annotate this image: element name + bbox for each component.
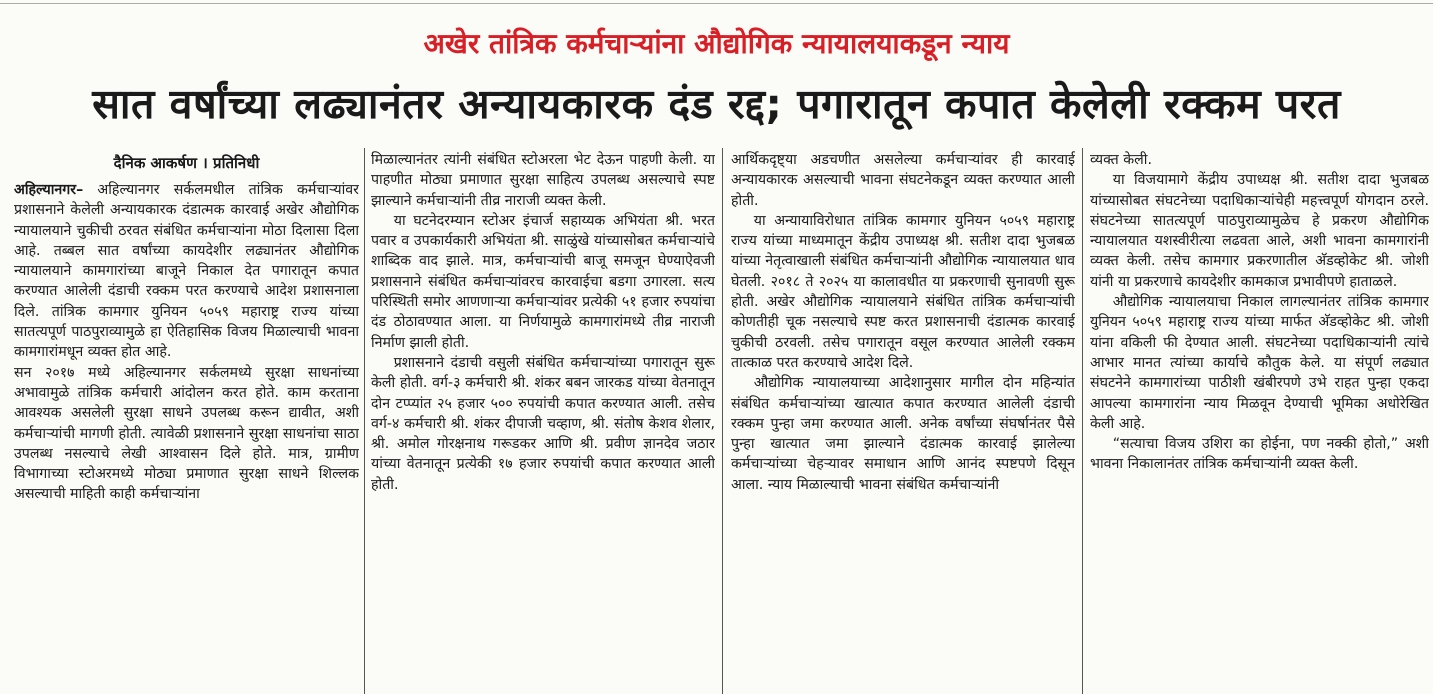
paragraph: औद्योगिक न्यायालयाचा निकाल लागल्यानंतर तांत्रिक कामगार युनियन ५०५९ महाराष्ट्र राज्य यांच्या मार्फत अ‍ॅडव्होकेट श्री. जोशी यांना वकिली फी देण्यात आली. संघटनेच्या पदाधिकाऱ्यांनी त्यांचे आभार मानत त्यांच्या कार्याचे कौतुक केले. या संपूर्ण लढ्यात संघटनेने कामगारांच्या पाठीशी खंबीरपणे उभे राहत पुन्हा एकदा आपल्या कामगारांना न्याय मिळवून देण्याची भूमिका अधोरेखित केली आहे. [1090,294,1429,432]
paragraph-text: अहिल्यानगर सर्कलमधील तांत्रिक कर्मचाऱ्यांवर प्रशासनाने केलेली अन्यायकारक दंडात्मक कारवाई अखेर औद्योगिक न्यायालयाने चुकीची ठरवत संबंधित कर्मचाऱ्यांना मोठा दिलासा दिला आहे. तब्बल सात वर्षांच्या कायदेशीर लढ्यानंतर औद्योगिक न्यायालयाने कामगारांच्या बाजूने निकाल देत पगारातून कपात करण्यात आलेली दंडाची रक्कम परत करण्याचे आदेश प्रशासनाला दिले. तांत्रिक कामगार युनियन ५०५९ महाराष्ट्र राज्य यांच्या सातत्यपूर्ण पाठपुराव्यामुळे हा ऐतिहासिक विजय मिळाल्याची भावना कामगारांमधून व्यक्त होत आहे. [14,182,359,361]
article-column-3 [731,150,1075,694]
paragraph: मिळाल्यानंतर त्यांनी संबंधित स्टोअरला भेट देऊन पाहणी केली. या पाहणीत मोठ्या प्रमाणात सुरक्षा साहित्य उपलब्ध असल्याचे स्पष्ट झाल्याने कर्मचाऱ्यांनी तीव्र नाराजी व्यक्त केली. [371,152,715,209]
column-divider [364,148,365,694]
paragraph: औद्योगिक न्यायालयाच्या आदेशानुसार मागील दोन महिन्यांत संबंधित कर्मचाऱ्यांच्या खात्यात कपात करण्यात आलेली दंडाची रक्कम पुन्हा जमा करण्यात आली. अनेक वर्षांच्या संघर्षानंतर पैसे पुन्हा खात्यात जमा झाल्याने दंडात्मक कारवाई झालेल्या कर्मचाऱ्यांच्या चेहऱ्यावर समाधान आणि आनंद स्पष्टपणे दिसून आला. न्याय मिळाल्याची भावना संबंधित कर्मचाऱ्यांनी [731,375,1075,493]
column-divider [722,148,723,694]
paragraph [14,180,359,363]
top-rule [0,3,1433,4]
main-headline: सात वर्षांच्या लढ्यानंतर अन्यायकारक दंड रद्द; पगारातून कपात केलेली रक्कम परत [92,80,1341,128]
paragraph: प्रशासनाने दंडाची वसुली संबंधित कर्मचाऱ्यांच्या पगारातून सुरू केली होती. वर्ग-३ कर्मचारी श्री. शंकर बबन जारकड यांच्या वेतनातून दोन टप्प्यांत २५ हजार ५०० रुपयांची कपात करण्यात आली. तसेच वर्ग-४ कर्मचारी श्री. शंकर दीपाजी चव्हाण, श्री. संतोष केशव शेलार, श्री. अमोल गोरक्षनाथ गरूडकर आणि श्री. प्रवीण ज्ञानदेव जठार यांच्या वेतनातून प्रत्येकी १७ हजार रुपयांची कपात करण्यात आली होती. [371,354,715,493]
column-divider [1082,148,1083,694]
paragraph: व्यक्त केली. [1090,152,1152,168]
dateline: अहिल्यानगर– [14,182,84,198]
article-column-4 [1090,150,1429,694]
paragraph: आर्थिकदृष्ट्या अडचणीत असलेल्या कर्मचाऱ्यांवर ही कारवाई अन्यायकारक असल्याची भावना संघटनेकडून व्यक्त करण्यात आली होती. [731,152,1075,209]
paragraph: या अन्यायाविरोधात तांत्रिक कामगार युनियन ५०५९ महाराष्ट्र राज्य यांच्या माध्यमातून केंद्रीय उपाध्यक्ष श्री. सतीश दादा भुजबळ यांच्या नेतृत्वाखाली संबंधित कर्मचाऱ्यांनी औद्योगिक न्यायालयात धाव घेतली. २०१८ ते २०२५ या कालावधीत या प्रकरणाची सुनावणी सुरू होती. अखेर औद्योगिक न्यायालयाने संबंधित तांत्रिक कर्मचाऱ्यांची कोणतीही चूक नसल्याचे स्पष्ट करत प्रशासनाची दंडात्मक कारवाई चुकीची ठरवली. तसेच पगारातून वसूल करण्यात आलेली रक्कम तात्काळ परत करण्याचे आदेश दिले. [731,212,1075,371]
quote-paragraph: “सत्याचा विजय उशिरा का होईना, पण नक्की होतो,” अशी भावना निकालानंतर तांत्रिक कर्मचाऱ्यांनी व्यक्त केली. [1090,436,1429,473]
byline: दैनिक आकर्षण । प्रतिनिधी [113,154,260,172]
paragraph: सन २०१७ मध्ये अहिल्यानगर सर्कलमध्ये सुरक्षा साधनांच्या अभावामुळे तांत्रिक कर्मचारी आंदोलन करत होते. काम करताना आवश्यक असलेली सुरक्षा साधने उपलब्ध करून द्यावीत, अशी कर्मचाऱ्यांची मागणी होती. त्यावेळी प्रशासनाने सुरक्षा साधनांचा साठा उपलब्ध नसल्याचे लेखी आश्वासन दिले होते. मात्र, ग्रामीण विभागाच्या स्टोअरमध्ये मोठ्या प्रमाणात सुरक्षा साधने शिल्लक असल्याची माहिती काही कर्मचाऱ्यांना [14,364,359,503]
article-column-1 [14,150,359,694]
paragraph: या विजयामागे केंद्रीय उपाध्यक्ष श्री. सतीश दादा भुजबळ यांच्यासोबत संघटनेच्या पदाधिकाऱ्यांचेही महत्त्वपूर्ण योगदान ठरले. संघटनेच्या सातत्यपूर्ण पाठपुराव्यामुळेच हे प्रकरण औद्योगिक न्यायालयात यशस्वीरीत्या लढवता आले, अशी भावना कामगारांनी व्यक्त केली. तसेच कामगार प्रकरणातील अ‍ॅडव्होकेट श्री. जोशी यांनी या प्रकरणाचे कायदेशीर कामकाज प्रभावीपणे हाताळले. [1090,172,1429,290]
paragraph: या घटनेदरम्यान स्टोअर इंचार्ज सहाय्यक अभियंता श्री. भरत पवार व उपकार्यकारी अभियंता श्री. साळुंखे यांच्यासोबत कर्मचाऱ्यांचे शाब्दिक वाद झाले. मात्र, कर्मचाऱ्यांची बाजू समजून घेण्याऐवजी प्रशासनाने संबंधित कर्मचाऱ्यांवरच कारवाईचा बडगा उगारला. सत्य परिस्थिती समोर आणणाऱ्या कर्मचाऱ्यांवर प्रत्येकी ५१ हजार रुपयांचा दंड ठोठावण्यात आला. या निर्णयामुळे कामगारांमध्ये तीव्र नाराजी निर्माण झाली होती. [371,212,715,351]
kicker-headline: अखेर तांत्रिक कर्मचाऱ्यांना औद्योगिक न्यायालयाकडून न्याय [423,27,1010,60]
article-column-2 [371,150,715,694]
